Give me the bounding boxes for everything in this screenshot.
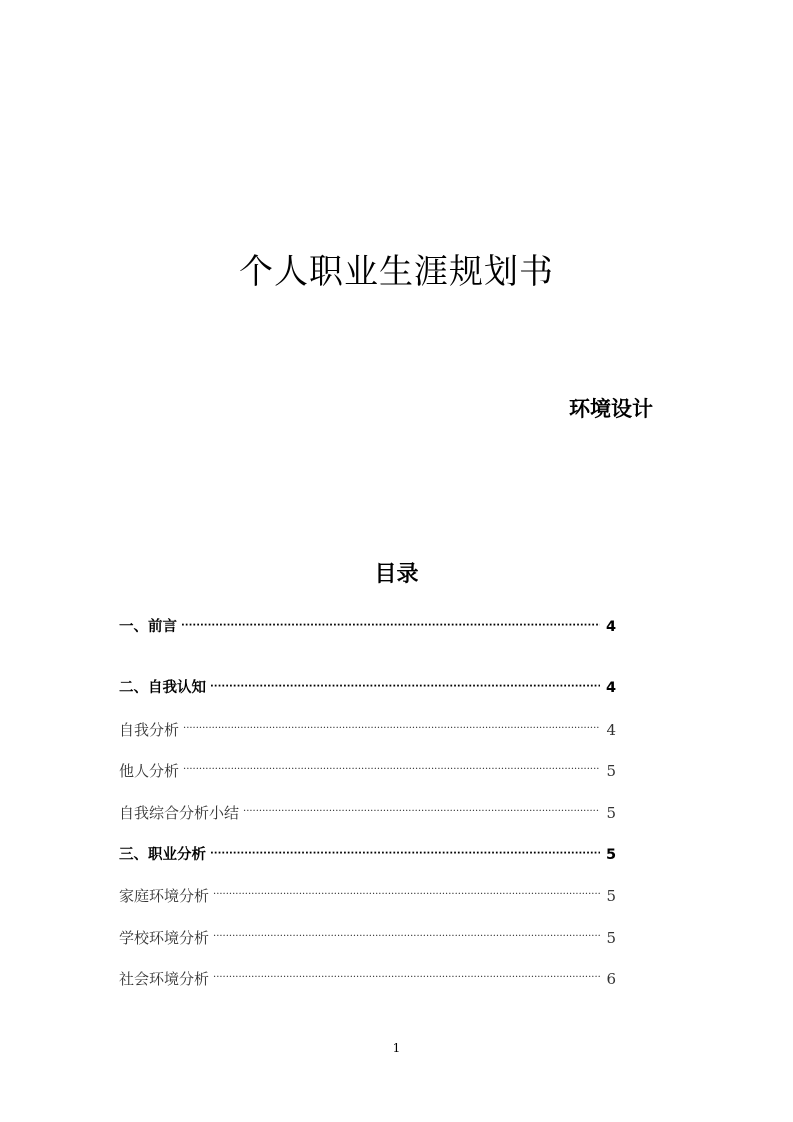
toc-dot-leader (210, 676, 600, 698)
toc-dot-leader (183, 759, 600, 781)
toc-entry[interactable] (119, 719, 616, 741)
toc-entry[interactable] (119, 616, 616, 638)
toc-dot-leader (210, 843, 600, 865)
toc-dot-leader (213, 884, 600, 906)
toc-entry-label: 家庭环境分析 (119, 887, 210, 905)
toc-entry-page: 5 (606, 887, 616, 905)
toc-entry[interactable] (119, 927, 616, 949)
toc-heading: 目录 (374, 562, 419, 587)
toc-entry-label: 三、职业分析 (119, 847, 206, 863)
toc-entry-label: 他人分析 (119, 762, 180, 780)
toc-entry-page: 4 (606, 680, 617, 696)
toc-entry-page: 5 (606, 929, 616, 947)
toc-entry[interactable] (119, 968, 616, 990)
toc-entry-page: 6 (606, 970, 616, 988)
toc-entry-label: 社会环境分析 (119, 970, 210, 988)
toc-entry[interactable] (119, 760, 616, 782)
toc-entry-page: 4 (606, 721, 616, 739)
toc-entry[interactable] (119, 844, 616, 866)
toc-entry-page: 5 (606, 804, 616, 822)
toc-entry-page: 5 (606, 847, 617, 863)
toc-entry-label: 学校环境分析 (119, 929, 210, 947)
toc-dot-leader (243, 801, 600, 823)
toc-entry-page: 4 (606, 619, 617, 635)
toc-entry-label: 自我分析 (119, 721, 180, 739)
toc-dot-leader (181, 615, 600, 637)
page-number: 1 (392, 1041, 401, 1055)
toc-entry-label: 二、自我认知 (119, 680, 206, 696)
major-name: 环境设计 (569, 397, 653, 421)
toc-entry[interactable] (119, 677, 616, 699)
toc-entry[interactable] (119, 885, 616, 907)
toc-dot-leader (213, 967, 600, 989)
toc-entry[interactable] (119, 802, 616, 824)
toc-entry-label: 一、前言 (119, 619, 177, 635)
toc-entry-page: 5 (606, 762, 616, 780)
toc-entry-label: 自我综合分析小结 (119, 804, 240, 822)
toc-dot-leader (213, 926, 600, 948)
document-title: 个人职业生涯规划书 (239, 252, 554, 292)
toc-dot-leader (183, 718, 600, 740)
